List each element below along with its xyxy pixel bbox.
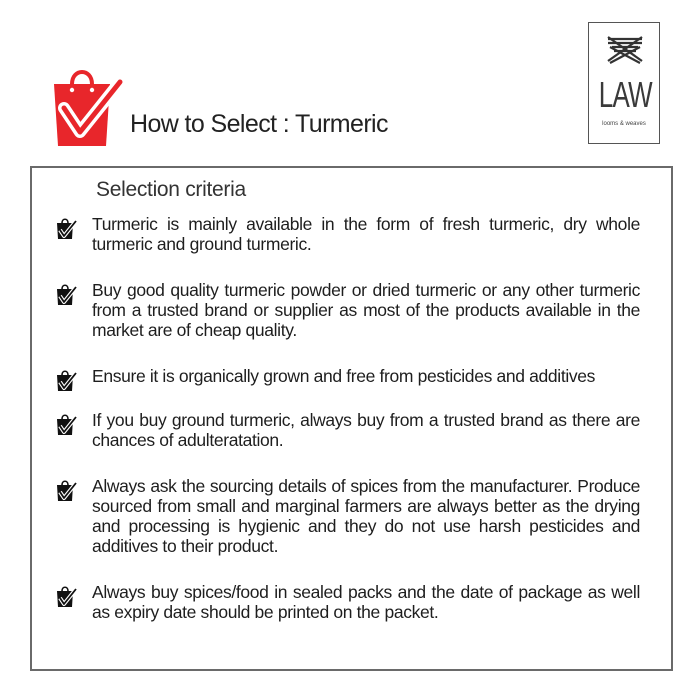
page-title: How to Select : Turmeric	[130, 110, 388, 138]
criteria-box	[30, 166, 673, 671]
weave-icon	[606, 35, 644, 65]
criteria-item-text: Buy good quality turmeric powder or dried turmeric or any other turmeric from a trusted brand or supplier as most of the products available in the market are of cheap quality.	[92, 280, 640, 340]
logo-text: LAW	[598, 74, 652, 115]
criteria-item-text: Always buy spices/food in sealed packs and the date of package as well as expiry date should be printed on the packet.	[92, 582, 640, 622]
criteria-item-text: If you buy ground turmeric, always buy from a trusted brand as there are chances of adulteratation.	[92, 410, 640, 450]
criteria-item-text: Always ask the sourcing details of spices from the manufacturer. Produce sourced from small and marginal farmers are always better as the drying and processing is hygienic and they do not use harsh pesticides and additives to their product.	[92, 476, 640, 556]
criteria-list	[32, 168, 671, 669]
header	[0, 0, 700, 160]
shopping-bag-check-icon	[50, 62, 124, 148]
criteria-item-text: Ensure it is organically grown and free from pesticides and additives	[92, 366, 596, 386]
criteria-item-text: Turmeric is mainly available in the form of fresh turmeric, dry whole turmeric and ground turmeric.	[92, 214, 640, 254]
brand-logo	[588, 22, 660, 144]
logo-subtext: looms & weaves	[602, 121, 646, 127]
bag-check-icon	[54, 283, 78, 307]
bag-check-icon	[54, 217, 78, 241]
bag-check-icon	[54, 479, 78, 503]
bag-check-icon	[54, 585, 78, 609]
criteria-heading: Selection criteria	[96, 178, 246, 201]
bag-check-icon	[54, 413, 78, 437]
bag-check-icon	[54, 369, 78, 393]
